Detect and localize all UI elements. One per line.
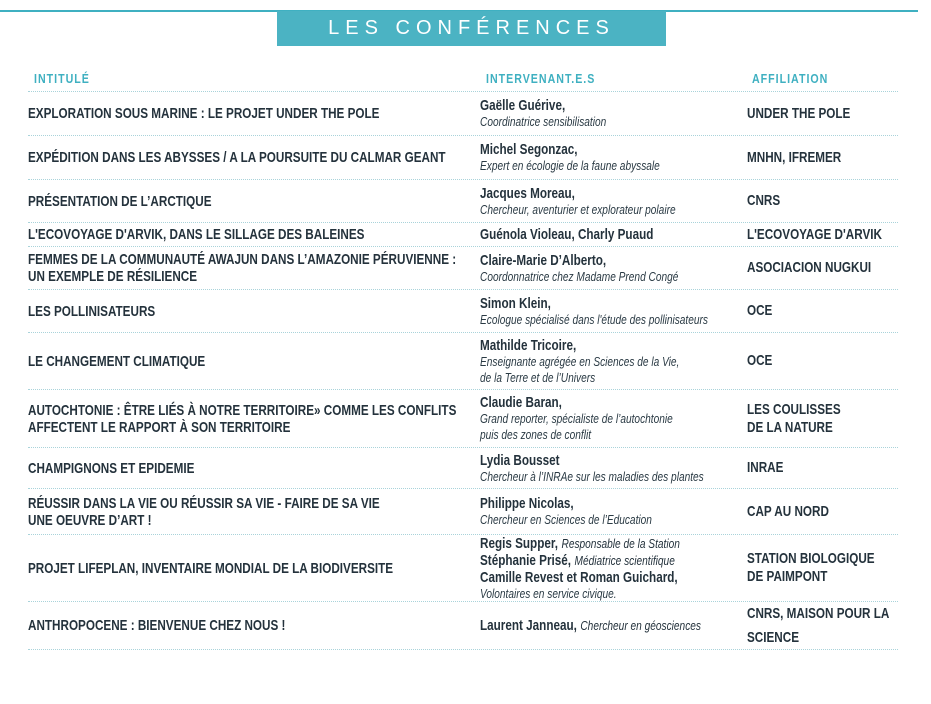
conference-title	[28, 223, 468, 246]
speaker-line	[480, 617, 701, 634]
affiliation	[747, 247, 897, 289]
table-row	[28, 246, 898, 289]
speaker-role: Enseignante agrégée en Sciences de la Vie,	[480, 353, 680, 369]
column-header-title: INTITULÉ	[34, 71, 90, 86]
conference-title-line: AUTOCHTONIE : ÊTRE LIÉS À NOTRE TERRITOIRE» COMME LES CONFLITS	[28, 401, 457, 419]
conference-title-line: RÉUSSIR DANS LA VIE OU RÉUSSIR SA VIE - FAIRE DE SA VIE	[28, 494, 380, 512]
affiliation-line: CAP AU NORD	[747, 502, 829, 520]
affiliation-line: ASOCIACION NUGKUI	[747, 259, 872, 276]
conference-title-line: L'ECOVOYAGE D'ARVIK, DANS LE SILLAGE DES BALEINES	[28, 226, 365, 243]
speaker-line	[480, 552, 684, 569]
table-row	[28, 332, 898, 389]
speaker-name: Jacques Moreau,	[480, 184, 575, 202]
affiliation	[747, 290, 897, 332]
conference-title	[28, 136, 468, 179]
speaker-name: Claire-Marie D’Alberto,	[480, 251, 607, 269]
speaker-info	[480, 136, 742, 179]
page-title: LES CONFÉRENCES	[277, 11, 666, 46]
speaker-role: Responsable de la Station	[561, 535, 680, 551]
speaker-role: Chercheur à l’INRAe sur les maladies des plantes	[480, 468, 704, 484]
speaker-name: Michel Segonzac,	[480, 141, 578, 158]
speaker-name: Simon Klein,	[480, 294, 551, 312]
conference-table	[28, 91, 898, 650]
speaker-role: puis des zones de conflit	[480, 427, 592, 442]
conference-title-line: LE CHANGEMENT CLIMATIQUE	[28, 352, 206, 370]
affiliation-line: DE LA NATURE	[747, 418, 833, 436]
affiliation-line: L'ECOVOYAGE D'ARVIK	[747, 225, 882, 243]
affiliation	[747, 136, 897, 179]
speaker-info	[480, 390, 742, 447]
conference-title	[28, 333, 468, 389]
speaker-info	[480, 489, 742, 534]
speaker-role: Chercheur en Sciences de l’Education	[480, 512, 652, 527]
table-row	[28, 289, 898, 332]
affiliation-line: LES COULISSES	[747, 400, 841, 418]
conference-title	[28, 602, 468, 649]
conference-title-line: LES POLLINISATEURS	[28, 302, 156, 320]
conference-title-line: EXPÉDITION DANS LES ABYSSES / A LA POURSUITE DU CALMAR GEANT	[28, 149, 446, 166]
affiliation	[747, 223, 897, 246]
speaker-name: Lydia Bousset	[480, 451, 560, 469]
conference-title-line: UN EXEMPLE DE RÉSILIENCE	[28, 268, 198, 285]
conference-title-line: EXPLORATION SOUS MARINE : LE PROJET UNDER THE POLE	[28, 105, 380, 122]
affiliation-line: CNRS	[747, 192, 781, 209]
conference-title	[28, 448, 468, 488]
speaker-name: Stéphanie Prisé,	[480, 551, 572, 569]
speaker-info	[480, 247, 742, 289]
speaker-info	[480, 535, 742, 601]
table-row	[28, 91, 898, 135]
speaker-name: Laurent Janneau,	[480, 617, 577, 634]
speaker-info	[480, 333, 742, 389]
conference-title	[28, 290, 468, 332]
affiliation	[747, 489, 897, 534]
speaker-role: Coordinatrice sensibilisation	[480, 114, 607, 129]
conference-title-line: ANTHROPOCENE : BIENVENUE CHEZ NOUS !	[28, 617, 286, 634]
speaker-role: Chercheur, aventurier et explorateur polaire	[480, 201, 676, 217]
conference-title-line: PRÉSENTATION DE L’ARCTIQUE	[28, 192, 212, 210]
speaker-info	[480, 92, 742, 135]
affiliation-line: OCE	[747, 352, 773, 369]
affiliation	[747, 535, 897, 601]
table-row	[28, 447, 898, 488]
column-header-affiliation: AFFILIATION	[752, 71, 829, 86]
conference-title-line: UNE OEUVRE D’ART !	[28, 511, 152, 529]
conference-title	[28, 489, 468, 534]
affiliation	[747, 602, 897, 649]
speaker-info	[480, 448, 742, 488]
affiliation-line: INRAE	[747, 459, 784, 476]
affiliation-line: MNHN, IFREMER	[747, 148, 842, 166]
speaker-name: Claudie Baran,	[480, 394, 562, 411]
affiliation	[747, 92, 897, 135]
speaker-role: Coordonnatrice chez Madame Prend Congé	[480, 268, 679, 284]
speaker-name: Philippe Nicolas,	[480, 495, 574, 512]
speaker-info	[480, 290, 742, 332]
affiliation-line: STATION BIOLOGIQUE	[747, 550, 875, 567]
affiliation-line: OCE	[747, 302, 773, 319]
affiliation-line: UNDER THE POLE	[747, 104, 851, 122]
speaker-name: Mathilde Tricoire,	[480, 336, 577, 354]
speaker-role: Grand reporter, spécialiste de l’autochtonie	[480, 411, 673, 426]
table-row	[28, 179, 898, 222]
conference-title	[28, 180, 468, 222]
affiliation-line: SCIENCE	[747, 628, 800, 646]
conference-title	[28, 535, 468, 601]
speaker-role: Volontaires en service civique.	[480, 585, 617, 601]
speaker-name: Gaëlle Guérive,	[480, 97, 566, 114]
speaker-role: Ecologue spécialisé dans l'étude des pollinisateurs	[480, 311, 708, 327]
conference-title	[28, 92, 468, 135]
conference-title-line: CHAMPIGNONS ET EPIDEMIE	[28, 459, 195, 477]
table-row	[28, 389, 898, 447]
affiliation	[747, 448, 897, 488]
affiliation-line: DE PAIMPONT	[747, 568, 828, 585]
speaker-role: de la Terre et de l’Univers	[480, 369, 596, 385]
speaker-name: Camille Revest et Roman Guichard,	[480, 568, 678, 586]
table-row	[28, 601, 898, 650]
speaker-role: Chercheur en géosciences	[580, 618, 701, 633]
table-row	[28, 534, 898, 601]
affiliation	[747, 390, 897, 447]
conference-title-line: PROJET LIFEPLAN, INVENTAIRE MONDIAL DE LA BIODIVERSITE	[28, 559, 394, 577]
table-row	[28, 222, 898, 246]
column-header-speakers: INTERVENANT.E.S	[486, 71, 596, 86]
speaker-info	[480, 602, 742, 649]
speaker-info	[480, 223, 742, 246]
affiliation-line: CNRS, MAISON POUR LA	[747, 604, 890, 622]
speaker-name: Guénola Violeau, Charly Puaud	[480, 226, 654, 243]
table-row	[28, 135, 898, 179]
speaker-role: Médiatrice scientifique	[574, 552, 675, 568]
table-row	[28, 488, 898, 534]
speaker-role: Expert en écologie de la faune abyssale	[480, 158, 660, 173]
conference-title-line: AFFECTENT LE RAPPORT À SON TERRITOIRE	[28, 418, 291, 436]
speaker-name: Regis Supper,	[480, 534, 559, 552]
conference-title-line: FEMMES DE LA COMMUNAUTÉ AWAJUN DANS L’AMAZONIE PÉRUVIENNE :	[28, 251, 457, 268]
affiliation	[747, 333, 897, 389]
speaker-info	[480, 180, 742, 222]
affiliation	[747, 180, 897, 222]
conference-title	[28, 390, 468, 447]
speaker-line	[480, 535, 684, 552]
conference-title	[28, 247, 468, 289]
